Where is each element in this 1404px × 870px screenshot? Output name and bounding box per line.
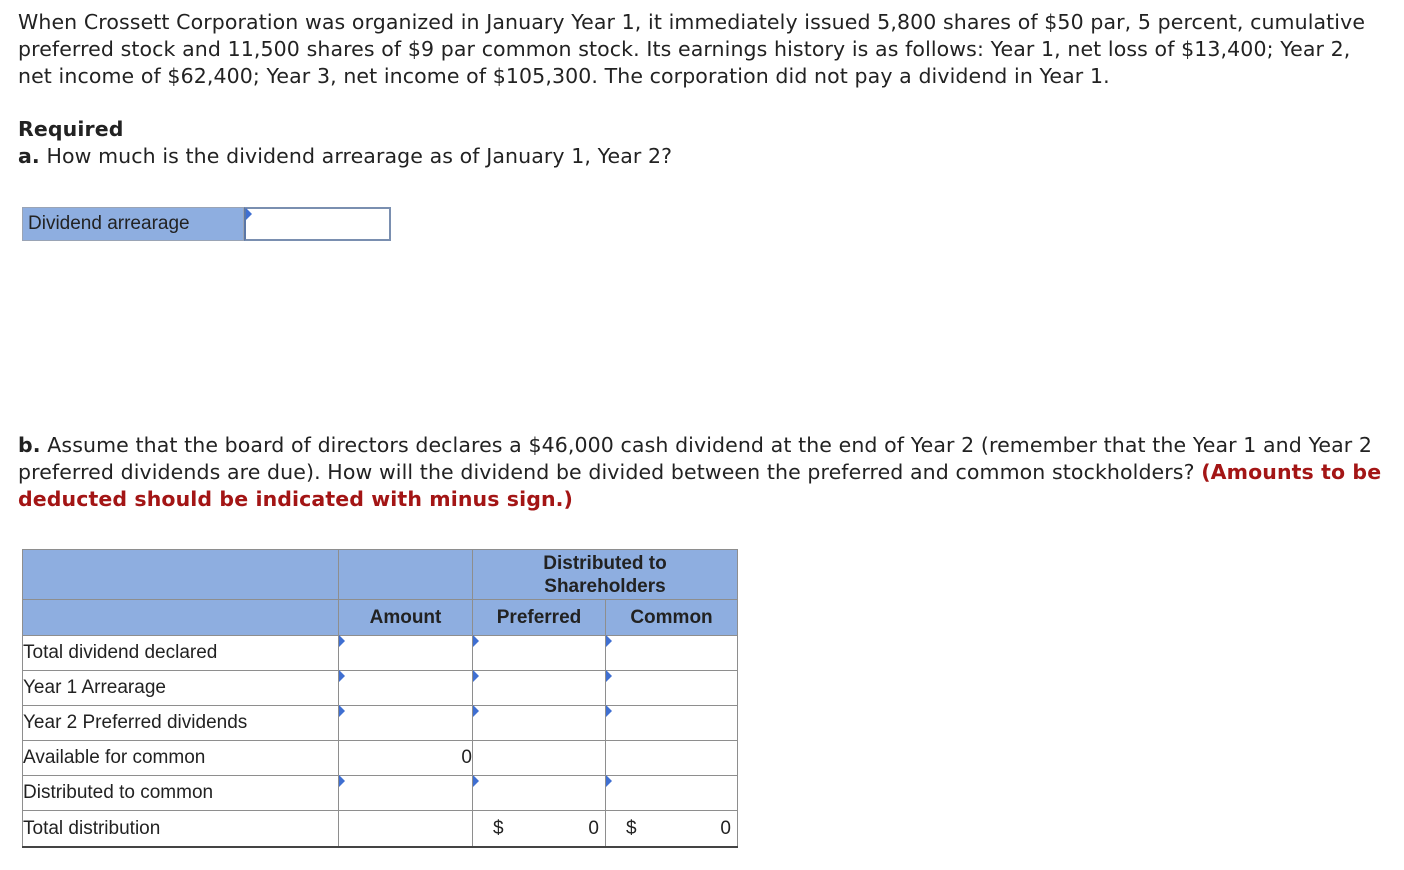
input-marker-icon [473, 705, 479, 717]
column-header-common: Common [606, 600, 738, 636]
problem-statement: When Crossett Corporation was organized in January Year 1, it immediately issued 5,800 shares of $50 par, 5 percent, cumulative preferred stock and 11,500 shares of $9 par common stock. Its earnings history is as follows: Year 1, net loss of $13,400; Year 2, net income of $62,400; Year 3, net income of $105,300. The corporation did not pay a dividend in Year 1. [18, 10, 1366, 88]
total-distribution-preferred-cell [473, 811, 606, 848]
total-preferred-value: 0 [588, 817, 599, 839]
year1-arrearage-amount-input[interactable] [339, 677, 472, 698]
total-declared-preferred-cell[interactable] [473, 636, 606, 671]
header-distributed-to-shareholders: Distributed to Shareholders [473, 550, 738, 600]
table-subheader-row [23, 600, 738, 636]
total-declared-amount-cell[interactable] [339, 636, 473, 671]
header-blank-cell [339, 550, 473, 600]
distributed-common-common-cell[interactable] [606, 776, 738, 811]
dividend-arrearage-label: Dividend arrearage [22, 207, 244, 241]
row-label-total-dividend-declared: Total dividend declared [23, 636, 339, 671]
distributed-common-common-input[interactable] [606, 782, 737, 803]
input-marker-icon [473, 670, 479, 682]
row-label-available-for-common: Available for common [23, 741, 339, 776]
distributed-common-preferred-cell[interactable] [473, 776, 606, 811]
available-common-amount-value: 0 [339, 741, 473, 776]
input-marker-icon [473, 775, 479, 787]
input-marker-icon [339, 775, 345, 787]
year2-preferred-preferred-input[interactable] [473, 712, 605, 733]
total-common-value: 0 [720, 817, 731, 839]
row-label-year2-preferred-dividends: Year 2 Preferred dividends [23, 706, 339, 741]
dividend-arrearage-field[interactable] [244, 207, 391, 241]
total-distribution-amount-cell [339, 811, 473, 848]
input-marker-icon [246, 208, 252, 220]
dividend-arrearage-row [22, 207, 391, 241]
header-blank-cell [23, 600, 339, 636]
year2-preferred-amount-cell[interactable] [339, 706, 473, 741]
row-label-total-distribution: Total distribution [23, 811, 339, 848]
year1-arrearage-common-cell[interactable] [606, 671, 738, 706]
year1-arrearage-common-input[interactable] [606, 677, 737, 698]
input-marker-icon [606, 635, 612, 647]
question-a-text: How much is the dividend arrearage as of January 1, Year 2? [46, 144, 673, 168]
table-row [23, 671, 738, 706]
question-a [18, 143, 1388, 170]
input-marker-icon [339, 705, 345, 717]
year1-arrearage-preferred-input[interactable] [473, 677, 605, 698]
year2-preferred-preferred-cell[interactable] [473, 706, 606, 741]
table-row-total [23, 811, 738, 848]
distributed-common-amount-cell[interactable] [339, 776, 473, 811]
header-blank-cell [23, 550, 339, 600]
table-row [23, 776, 738, 811]
year2-preferred-common-cell[interactable] [606, 706, 738, 741]
column-header-preferred: Preferred [473, 600, 606, 636]
year2-preferred-common-input[interactable] [606, 712, 737, 733]
currency-symbol: $ [626, 817, 637, 839]
total-distribution-common-cell [606, 811, 738, 848]
question-b [18, 432, 1388, 513]
table-header-row [23, 550, 738, 600]
input-marker-icon [339, 635, 345, 647]
total-declared-common-cell[interactable] [606, 636, 738, 671]
total-declared-preferred-input[interactable] [473, 642, 605, 663]
available-common-preferred-cell [473, 741, 606, 776]
required-heading: Required [18, 117, 124, 141]
input-marker-icon [339, 670, 345, 682]
row-label-year1-arrearage: Year 1 Arrearage [23, 671, 339, 706]
distributed-common-preferred-input[interactable] [473, 782, 605, 803]
input-marker-icon [606, 705, 612, 717]
distributed-common-amount-input[interactable] [339, 782, 472, 803]
question-b-text: Assume that the board of directors declares a $46,000 cash dividend at the end of Year 2 (remember that the Year 1 and Year 2 preferred dividends are due). How will the dividend be divided between the preferred and common stockholders? [18, 433, 1373, 484]
table-row [23, 741, 738, 776]
year1-arrearage-amount-cell[interactable] [339, 671, 473, 706]
dividend-distribution-table [22, 549, 738, 848]
input-marker-icon [606, 775, 612, 787]
input-marker-icon [473, 635, 479, 647]
table-row [23, 706, 738, 741]
dividend-arrearage-input[interactable] [246, 209, 389, 239]
row-label-distributed-to-common: Distributed to common [23, 776, 339, 811]
year2-preferred-amount-input[interactable] [339, 712, 472, 733]
question-a-letter: a. [18, 144, 40, 168]
column-header-amount: Amount [339, 600, 473, 636]
available-common-common-cell [606, 741, 738, 776]
question-b-note: (Amounts to be deducted should be indicated with minus sign.) [18, 460, 1382, 511]
input-marker-icon [606, 670, 612, 682]
year1-arrearage-preferred-cell[interactable] [473, 671, 606, 706]
currency-symbol: $ [493, 817, 504, 839]
total-declared-common-input[interactable] [606, 642, 737, 663]
total-declared-amount-input[interactable] [339, 642, 472, 663]
question-b-letter: b. [18, 433, 41, 457]
table-row [23, 636, 738, 671]
